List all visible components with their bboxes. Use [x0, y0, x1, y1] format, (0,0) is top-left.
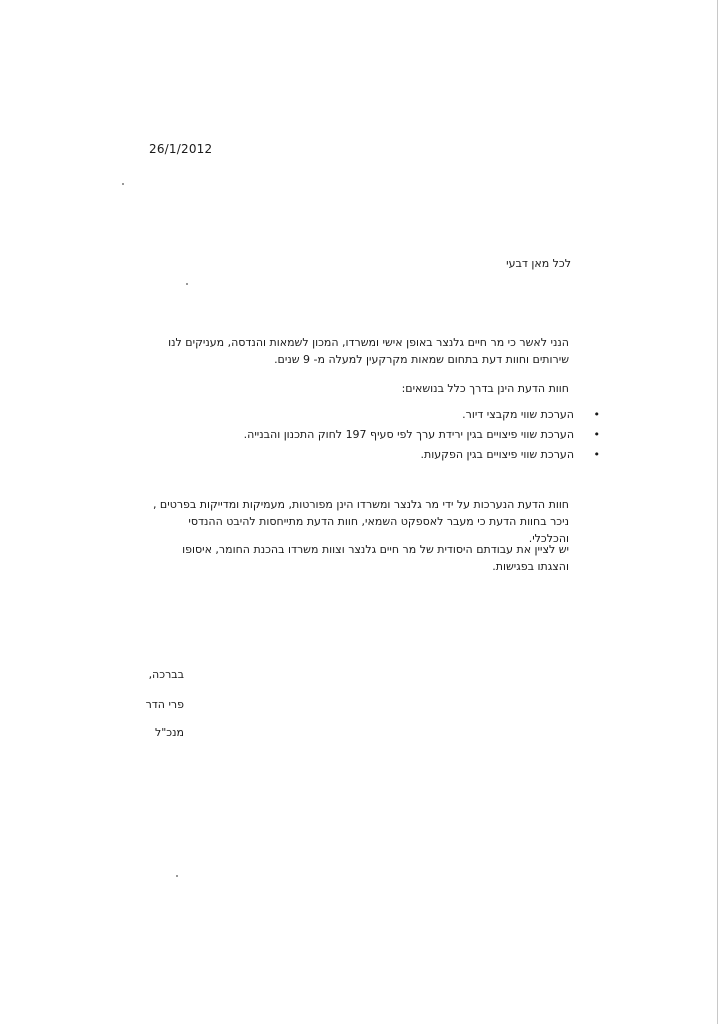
list-item: • הערכת שווי פיצויים בגין הפקעות. [244, 445, 574, 465]
list-item: • הערכת שווי פיצויים בגין ירידת ערך לפי סעיף 197 לחוק התכנון והבנייה. [244, 425, 574, 445]
salutation: לכל מאן דבעי [506, 257, 571, 270]
signer-title: מנכ"ל [154, 726, 184, 739]
paragraph-topics-heading: חוות הדעת הינן בדרך כלל בנושאים: [401, 382, 569, 395]
paragraph-intro: הנני לאשר כי מר חיים גלנצר באופן אישי ומשרדו, המכון לשמאות והנדסה, מעניקים לנו שירותים וחוות דעת בתחום שמאות מקרקעין למעלה מ- 9 שנים. [168, 336, 569, 366]
signer-name: פרי הדר [145, 698, 184, 711]
page-edge [717, 0, 718, 1024]
paragraph-quality: חוות הדעת הנערכות על ידי מר גלנצר ומשרדו הינן מפורטות, מעמיקות ומדייקות בפרטים , ניכר בחוות הדעת כי מעבר לאספקט השמאי, חוות הדעת מתייחסות להיבט ההנדסי והכלכלי. [152, 498, 569, 545]
letter-date: 26/1/2012 [149, 142, 213, 156]
paragraph-thanks: יש לציין את עבודתם היסודית של מר חיים גלנצר וצוות משרדו בהכנת החומר, איסופו והצגתו בפגישות. [182, 543, 569, 573]
scan-speck [186, 283, 188, 285]
closing-greeting: בברכה, [148, 668, 184, 681]
list-item: • הערכת שווי מקבצי דיור. [244, 405, 574, 425]
scan-speck [122, 183, 124, 185]
topics-list [244, 405, 594, 465]
scan-speck [176, 875, 178, 877]
